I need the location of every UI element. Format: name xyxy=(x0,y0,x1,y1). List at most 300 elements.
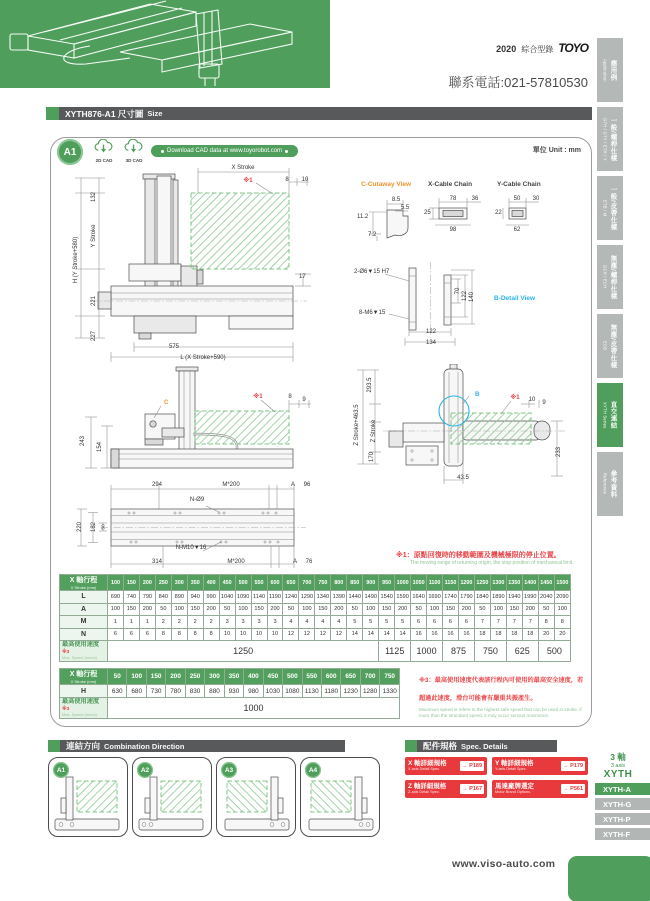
sidebar-tab-gch-ech[interactable] xyxy=(597,245,623,309)
table-cell: 6 xyxy=(458,616,474,629)
table-cell: 6 xyxy=(411,616,427,629)
table-col-header: 1300 xyxy=(490,575,506,591)
table-cell: 14 xyxy=(395,628,411,641)
table-cell: 680 xyxy=(127,685,146,698)
table-cell: 150 xyxy=(123,603,139,616)
table-col-header: 750 xyxy=(315,575,331,591)
table-cell: 840 xyxy=(155,591,171,604)
table-cell: 980 xyxy=(244,685,263,698)
table-col-header: 950 xyxy=(379,575,395,591)
table-cell: 1280 xyxy=(360,685,379,698)
dim-y-stroke: Y Stroke xyxy=(91,224,97,248)
dim-label: 30 xyxy=(532,196,540,202)
card-badge: A3 xyxy=(221,762,237,778)
max-speed-value: 1125 xyxy=(379,641,411,662)
tab-label-zh: 直交連結 xyxy=(609,401,617,429)
robot-illustration xyxy=(0,0,330,88)
dim-label: 11.2 xyxy=(357,214,369,220)
table-col-header: 500 xyxy=(235,575,251,591)
table-cell: 1180 xyxy=(321,685,340,698)
dim-label: 233 xyxy=(556,446,562,458)
table-col-header: 550 xyxy=(251,575,267,591)
table-cell: 3 xyxy=(219,616,235,629)
cad-3d-label: 3D CAD xyxy=(125,158,143,163)
y-stroke-table xyxy=(59,668,400,719)
table-cell: 10 xyxy=(235,628,251,641)
dim-label: 132 xyxy=(91,191,97,203)
download-cad-link[interactable]: Download CAD data at www.toyorobot.com xyxy=(151,145,298,157)
table-col-header: 1450 xyxy=(538,575,554,591)
spec-link-y-axis[interactable] xyxy=(492,757,588,775)
table-cell: 1540 xyxy=(379,591,395,604)
table-cell: 1 xyxy=(108,616,124,629)
spec-page-ref: → P561 xyxy=(563,786,583,792)
dim-label: 62 xyxy=(513,227,521,233)
front-view-drawing xyxy=(61,166,353,366)
table-cell: 1080 xyxy=(283,685,302,698)
table-col-header: 1350 xyxy=(506,575,522,591)
table-col-header: 100 xyxy=(127,669,146,685)
table-cell: 890 xyxy=(171,591,187,604)
table-cell: 1890 xyxy=(490,591,506,604)
side-view-drawing xyxy=(61,364,353,486)
dim-label: 76 xyxy=(305,559,313,565)
combination-diagram xyxy=(53,774,123,832)
table-cell: 2 xyxy=(203,616,219,629)
table-cell: 1690 xyxy=(427,591,443,604)
hole-callout: N-Ø9 xyxy=(189,497,205,503)
dim-label: 314 xyxy=(151,559,163,565)
table-cell: 1030 xyxy=(263,685,282,698)
table-cell: 8 xyxy=(554,616,570,629)
tab-label-zh: 一般/螺桿仕樣 xyxy=(609,116,617,162)
table-cell: 1440 xyxy=(347,591,363,604)
table-cell: 200 xyxy=(522,603,538,616)
table-cell: 50 xyxy=(155,603,171,616)
spec-btn-zh: Z 軸詳細規格 xyxy=(408,783,447,791)
table-col-header: 250 xyxy=(155,575,171,591)
dim-label: 7.2 xyxy=(368,232,377,238)
table-cell: 10 xyxy=(219,628,235,641)
table-cell: 20 xyxy=(538,628,554,641)
spec-btn-en: X-axis Detail Spec. xyxy=(408,767,441,772)
tab-label-zh: 一般/皮帶仕樣 xyxy=(609,185,617,231)
table-cell: 200 xyxy=(203,603,219,616)
tab-label-en: XYTH Series xyxy=(602,401,608,429)
sidebar-tab-reference[interactable] xyxy=(597,452,623,516)
table-cell: 1 xyxy=(139,616,155,629)
spec-btn-en: Motor Brand Options. xyxy=(495,790,532,795)
hole-callout: 8-M6▼15 xyxy=(359,310,386,316)
table-cell: 150 xyxy=(379,603,395,616)
series-family: XYTH xyxy=(603,769,633,781)
table-cell: 18 xyxy=(490,628,506,641)
dim-label: 10 xyxy=(528,397,536,403)
series-tab-xyth-g[interactable]: XYTH-G xyxy=(595,798,650,810)
table-cell: 6 xyxy=(139,628,155,641)
table-cell: 100 xyxy=(108,603,124,616)
table-cell: 1740 xyxy=(443,591,459,604)
table-cell: 14 xyxy=(379,628,395,641)
dim-label: 170 xyxy=(369,451,375,463)
dim-label: 221 xyxy=(91,295,97,307)
tab-label-en: Application xyxy=(602,58,608,82)
spec-title-en: Spec. Details xyxy=(461,741,508,751)
table-cell: 4 xyxy=(315,616,331,629)
tab-label-zh: 應用例 xyxy=(609,59,617,81)
combination-card-a3 xyxy=(216,757,296,837)
table-header-label: X 軸行程 X Stroke (mm) xyxy=(60,575,108,591)
cad-2d-label: 2D CAD xyxy=(95,158,113,163)
table-cell: 730 xyxy=(146,685,165,698)
dim-label: 10 xyxy=(301,177,309,183)
sidebar-tab-application[interactable] xyxy=(597,38,623,102)
dim-label: 25 xyxy=(424,210,431,216)
table-cell: 16 xyxy=(411,628,427,641)
green-accent-square xyxy=(48,740,60,752)
table-cell: 12 xyxy=(315,628,331,641)
dim-label: 70 xyxy=(455,287,461,295)
table-cell: 1490 xyxy=(363,591,379,604)
combination-card-a1 xyxy=(48,757,128,837)
table-cell: 50 xyxy=(283,603,299,616)
combination-diagram xyxy=(221,774,291,832)
table-cell: 3 xyxy=(251,616,267,629)
footer-url: www.viso-auto.com xyxy=(452,858,556,870)
hole-callout: 2-Ø6▼15 H7 xyxy=(354,269,390,275)
table-col-header: 900 xyxy=(363,575,379,591)
spec-link-motor-brand[interactable] xyxy=(492,780,588,798)
dim-label: 243 xyxy=(80,435,86,447)
table-row-label: N xyxy=(60,628,108,641)
table-cell: 1840 xyxy=(474,591,490,604)
table-col-header: 700 xyxy=(360,669,379,685)
table-cell: 1090 xyxy=(235,591,251,604)
series-label xyxy=(590,753,646,781)
max-speed-value: 625 xyxy=(506,641,538,662)
sidebar-tab-etb-m[interactable] xyxy=(597,176,623,240)
page-title-en: Size xyxy=(147,109,163,118)
table-cell: 12 xyxy=(299,628,315,641)
detail-views-drawing xyxy=(351,178,591,350)
note-1 xyxy=(396,550,626,566)
note-3 xyxy=(419,669,589,718)
table-cell: 940 xyxy=(187,591,203,604)
max-speed-value: 875 xyxy=(443,641,475,662)
table-col-header: 400 xyxy=(203,575,219,591)
table-col-header: 150 xyxy=(123,575,139,591)
table-cell: 930 xyxy=(224,685,243,698)
dim-z-stroke: Z Stroke xyxy=(371,419,377,443)
table-cell: 100 xyxy=(427,603,443,616)
dim-label: 50 xyxy=(101,524,107,530)
table-cell: 1340 xyxy=(315,591,331,604)
table-cell: 740 xyxy=(123,591,139,604)
spec-page-ref: → P167 xyxy=(462,786,482,792)
table-cell: 50 xyxy=(411,603,427,616)
max-speed-label: 最高使用速度 ※3 Max. Speed (mm/s) xyxy=(60,641,108,662)
b-detail-marker: B xyxy=(475,392,480,398)
cloud-download-icon xyxy=(123,139,145,154)
spec-btn-zh: Y 軸詳細規格 xyxy=(495,760,534,768)
dim-label: 22 xyxy=(495,210,502,216)
card-badge: A1 xyxy=(53,762,69,778)
spec-page-ref: → P189 xyxy=(462,763,482,769)
table-col-header: 200 xyxy=(139,575,155,591)
table-cell: 1640 xyxy=(411,591,427,604)
table-cell: 3 xyxy=(235,616,251,629)
table-cell: 100 xyxy=(490,603,506,616)
table-col-header: 1150 xyxy=(443,575,459,591)
table-col-header: 500 xyxy=(283,669,302,685)
table-cell: 150 xyxy=(506,603,522,616)
spec-page-ref: → P179 xyxy=(563,763,583,769)
table-col-header: 600 xyxy=(321,669,340,685)
table-col-header: 450 xyxy=(219,575,235,591)
max-speed-value: 1000 xyxy=(411,641,443,662)
table-cell: 1290 xyxy=(299,591,315,604)
dim-x-stroke: X Stroke xyxy=(231,165,255,171)
table-cell: 150 xyxy=(187,603,203,616)
table-cell: 4 xyxy=(299,616,315,629)
combination-title-zh: 連結方向 xyxy=(66,741,101,751)
table-cell: 12 xyxy=(283,628,299,641)
variant-badge: A1 xyxy=(57,139,83,165)
table-cell: 100 xyxy=(554,603,570,616)
max-speed-value: 500 xyxy=(538,641,570,662)
corner-accent xyxy=(568,856,650,901)
card-badge: A2 xyxy=(137,762,153,778)
table-col-header: 1050 xyxy=(411,575,427,591)
dim-label: 78 xyxy=(449,196,457,202)
sidebar-tab-xyth-series[interactable] xyxy=(597,383,623,447)
hole-callout: N-M10▼16 xyxy=(175,545,207,551)
note-1-en: The moving range of returning origin, the stop position of mechanical limit. xyxy=(410,560,574,566)
ref-note-1: ※1 xyxy=(243,178,253,184)
cad-3d-button[interactable] xyxy=(121,139,147,163)
x-stroke-table xyxy=(59,574,571,662)
dim-label: 5.5 xyxy=(400,205,410,211)
table-cell: 1140 xyxy=(251,591,267,604)
tab-label-zh: 無塵/皮帶仕樣 xyxy=(609,323,617,369)
note-3-zh: ※3：最高使用速度代表該行程內可使用的最高安全速度，若超過此速度，滑台可能會有嚴重共振產生。 xyxy=(419,677,584,702)
dim-label: 227 xyxy=(91,330,97,342)
table-cell: 8 xyxy=(171,628,187,641)
series-tab-xyth-a[interactable]: XYTH-A xyxy=(595,783,650,795)
table-cell: 1130 xyxy=(302,685,321,698)
max-speed-value: 1000 xyxy=(108,698,400,719)
table-cell: 1990 xyxy=(522,591,538,604)
table-header-label: X 軸行程 X Stroke (mm) xyxy=(60,669,108,685)
table-cell: 5 xyxy=(395,616,411,629)
z-view-drawing xyxy=(351,364,591,496)
table-cell: 200 xyxy=(267,603,283,616)
toyo-logo: TOYO xyxy=(558,41,588,55)
spec-btn-en: Y-axis Detail Spec. xyxy=(495,767,527,772)
table-cell: 2090 xyxy=(554,591,570,604)
table-cell: 1330 xyxy=(380,685,400,698)
combination-diagram xyxy=(305,774,375,832)
dim-label: A xyxy=(290,482,296,488)
table-cell: 1390 xyxy=(331,591,347,604)
table-col-header: 50 xyxy=(108,669,127,685)
cad-2d-button[interactable] xyxy=(91,139,117,163)
table-cell: 12 xyxy=(331,628,347,641)
table-cell: 50 xyxy=(347,603,363,616)
page-title: XYTH876-A1 尺寸圖 xyxy=(65,108,144,119)
page-title-bar xyxy=(46,107,592,120)
table-col-header: 600 xyxy=(267,575,283,591)
dim-label: 50 xyxy=(513,196,521,202)
table-col-header: 450 xyxy=(263,669,282,685)
dim-label: 9 xyxy=(542,400,546,406)
table-cell: 1230 xyxy=(341,685,360,698)
table-col-header: 650 xyxy=(283,575,299,591)
table-cell: 8 xyxy=(187,628,203,641)
table-cell: 100 xyxy=(363,603,379,616)
catalog-title: 綜合型錄 xyxy=(521,45,554,54)
sidebar-tab-gth-gty-eth-y[interactable] xyxy=(597,107,623,171)
table-cell: 8 xyxy=(155,628,171,641)
view-title-b-detail: B-Detail View xyxy=(494,295,536,302)
dim-label: 17 xyxy=(299,274,306,280)
dim-label: 98 xyxy=(449,227,457,233)
table-cell: 200 xyxy=(139,603,155,616)
table-col-header: 400 xyxy=(244,669,263,685)
tab-label-zh: 無塵/螺桿仕樣 xyxy=(609,254,617,300)
table-cell: 7 xyxy=(522,616,538,629)
tab-label-en: ECB xyxy=(602,341,608,351)
unit-label: 單位 Unit : mm xyxy=(532,147,581,154)
max-speed-label: 最高使用速度 ※3 Max. Speed (mm/s) xyxy=(60,698,108,719)
green-accent-square xyxy=(405,740,417,752)
table-col-header: 300 xyxy=(205,669,224,685)
table-cell: 2040 xyxy=(538,591,554,604)
combination-diagram xyxy=(137,774,207,832)
series-tab-xyth-p[interactable]: XYTH-P xyxy=(595,813,650,825)
combination-direction-header xyxy=(48,740,345,752)
dim-label: 36 xyxy=(471,196,479,202)
table-col-header: 200 xyxy=(166,669,185,685)
spec-details-header xyxy=(405,740,557,752)
table-cell: 1790 xyxy=(458,591,474,604)
dim-label: M*200 xyxy=(227,559,245,565)
spec-btn-zh: X 軸詳細規格 xyxy=(408,760,447,768)
table-col-header: 650 xyxy=(341,669,360,685)
table-col-header: 750 xyxy=(380,669,400,685)
table-cell: 16 xyxy=(458,628,474,641)
table-row-label: L xyxy=(60,591,108,604)
header-banner xyxy=(0,0,330,88)
dim-label: 140 xyxy=(469,291,475,303)
table-cell: 200 xyxy=(331,603,347,616)
sidebar-tab-ecb[interactable] xyxy=(597,314,623,378)
catalog-logo-row xyxy=(496,41,588,55)
spec-title-zh: 配件規格 xyxy=(423,741,458,751)
spec-link-x-axis[interactable] xyxy=(405,757,487,775)
table-cell: 10 xyxy=(251,628,267,641)
table-cell: 10 xyxy=(267,628,283,641)
table-col-header: 300 xyxy=(171,575,187,591)
series-axis-zh: 3 軸 xyxy=(610,752,626,762)
combination-card-a4 xyxy=(300,757,380,837)
combination-card-a2 xyxy=(132,757,212,837)
table-col-header: 1400 xyxy=(522,575,538,591)
table-cell: 5 xyxy=(363,616,379,629)
max-speed-value: 750 xyxy=(474,641,506,662)
table-cell: 4 xyxy=(331,616,347,629)
green-accent-square xyxy=(46,107,59,120)
table-cell: 2 xyxy=(171,616,187,629)
table-cell: 5 xyxy=(347,616,363,629)
table-cell: 8 xyxy=(538,616,554,629)
table-cell: 14 xyxy=(363,628,379,641)
dimension-panel xyxy=(50,137,592,727)
table-cell: 990 xyxy=(203,591,219,604)
series-tab-xyth-f[interactable]: XYTH-F xyxy=(595,828,650,840)
dim-label: 9 xyxy=(302,397,306,403)
table-row-label: M xyxy=(60,616,108,629)
view-title-y-cable-chain: Y-Cable Chain xyxy=(497,181,541,188)
table-col-header: 1000 xyxy=(395,575,411,591)
spec-link-z-axis[interactable] xyxy=(405,780,487,798)
table-cell: 1590 xyxy=(395,591,411,604)
table-cell: 7 xyxy=(490,616,506,629)
dim-label: 154 xyxy=(97,441,103,453)
table-cell: 880 xyxy=(205,685,224,698)
table-col-header: 850 xyxy=(347,575,363,591)
table-cell: 14 xyxy=(347,628,363,641)
tab-label-en: GTH / GTY / ETH / Y xyxy=(602,117,608,161)
table-cell: 8 xyxy=(203,628,219,641)
dim-label: 122 xyxy=(462,290,468,302)
table-cell: 200 xyxy=(458,603,474,616)
table-cell: 6 xyxy=(123,628,139,641)
dim-label: A xyxy=(292,559,298,565)
table-cell: 50 xyxy=(219,603,235,616)
dim-label: 8.5 xyxy=(391,197,401,203)
dim-label: 134 xyxy=(425,340,437,346)
table-col-header: 350 xyxy=(224,669,243,685)
table-cell: 18 xyxy=(522,628,538,641)
ref-note-1: ※1 xyxy=(253,394,263,400)
note-1-zh: ※1：原點回復時的移動範圍及機械極限的停止位置。 xyxy=(396,552,561,559)
cloud-download-icon xyxy=(93,139,115,154)
table-cell: 1190 xyxy=(267,591,283,604)
table-col-header: 100 xyxy=(108,575,124,591)
dim-label: 122 xyxy=(425,329,437,335)
dim-label: M*200 xyxy=(222,482,240,488)
table-cell: 6 xyxy=(108,628,124,641)
table-cell: 2 xyxy=(187,616,203,629)
table-row-label: A xyxy=(60,603,108,616)
table-cell: 100 xyxy=(171,603,187,616)
spec-btn-en: Z-axis Detail Spec. xyxy=(408,790,440,795)
table-cell: 1 xyxy=(123,616,139,629)
table-cell: 1040 xyxy=(219,591,235,604)
view-title-x-cable-chain: X-Cable Chain xyxy=(428,181,473,188)
table-cell: 150 xyxy=(315,603,331,616)
table-cell: 100 xyxy=(235,603,251,616)
table-cell: 200 xyxy=(395,603,411,616)
table-col-header: 150 xyxy=(146,669,165,685)
table-cell: 50 xyxy=(538,603,554,616)
tab-label-en: Reference xyxy=(602,473,608,495)
table-cell: 50 xyxy=(474,603,490,616)
table-cell: 150 xyxy=(251,603,267,616)
table-cell: 16 xyxy=(427,628,443,641)
plan-view-drawing xyxy=(71,479,321,574)
